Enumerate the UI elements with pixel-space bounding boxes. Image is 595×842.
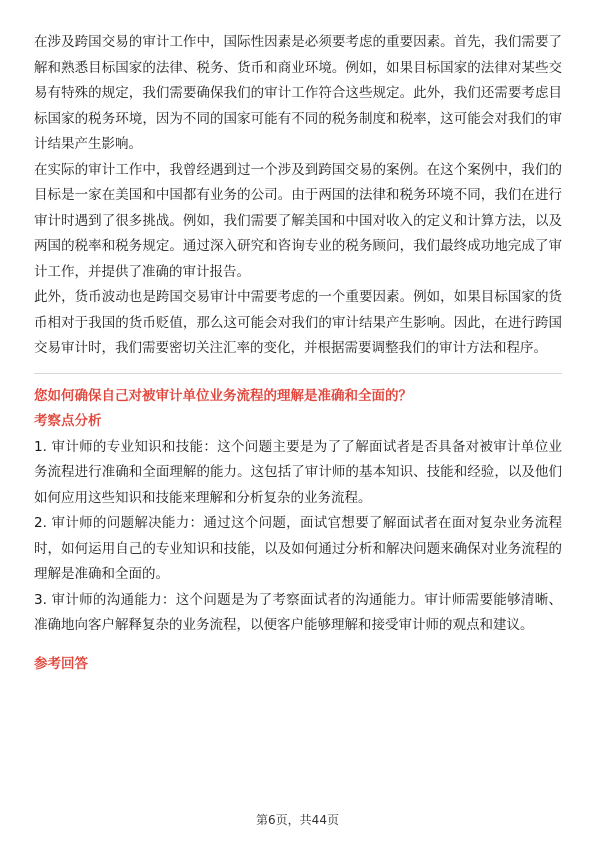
- answer-heading: 参考回答: [34, 655, 88, 672]
- analysis-item: 2. 审计师的问题解决能力：通过这个问题，面试官想要了解面试者在面对复杂业务流程时，如何运用自己的专业知识和技能，以及如何通过分析和解决问题来确保对业务流程的理解是准确和全面的。: [34, 515, 562, 582]
- body-paragraph: 此外，货币波动也是跨国交易审计中需要考虑的一个重要因素。例如，如果目标国家的货币相对于我国的货币贬值，那么这可能会对我们的审计结果产生影响。因此，在进行跨国交易审计时，我们需要密切关注汇率的变化，并根据需要调整我们的审计方法和程序。: [34, 289, 562, 356]
- page-number-footer: 第6页，共44页: [256, 813, 339, 827]
- document-body: [34, 30, 562, 677]
- analysis-item: 1. 审计师的专业知识和技能：这个问题主要是为了了解面试者是否具备对被审计单位业务流程进行准确和全面理解的能力。这包括了审计师的基本知识、技能和经验，以及他们如何应用这些知识和技能来理解和分析复杂的业务流程。: [34, 438, 562, 506]
- body-paragraph: 在实际的审计工作中，我曾经遇到过一个涉及到跨国交易的案例。在这个案例中，我们的目标是一家在美国和中国都有业务的公司。由于两国的法律和税务环境不同，我们在进行审计时遇到了很多挑战。例如，我们需要了解美国和中国对收入的定义和计算方法，以及两国的税率和税务规定。通过深入研究和咨询专业的税务顾问，我们最终成功地完成了审计工作，并提供了准确的审计报告。: [34, 161, 562, 280]
- analysis-item: 3. 审计师的沟通能力：这个问题是为了考察面试者的沟通能力。审计师需要能够清晰、准确地向客户解释复杂的业务流程，以便客户能够理解和接受审计师的观点和建议。: [34, 591, 562, 633]
- body-paragraph: 在涉及跨国交易的审计工作中，国际性因素是必须要考虑的重要因素。首先，我们需要了解和熟悉目标国家的法律、税务、货币和商业环境。例如，如果目标国家的法律对某些交易有特殊的规定，我们需要确保我们的审计工作符合这些规定。此外，我们还需要考虑目标国家的税务环境，因为不同的国家可能有不同的税务制度和税率，这可能会对我们的审计结果产生影响。: [34, 34, 562, 152]
- analysis-heading: 考察点分析: [34, 413, 102, 429]
- section-divider: [34, 373, 562, 374]
- question-heading: 您如何确保自己对被审计单位业务流程的理解是准确和全面的？: [34, 387, 412, 404]
